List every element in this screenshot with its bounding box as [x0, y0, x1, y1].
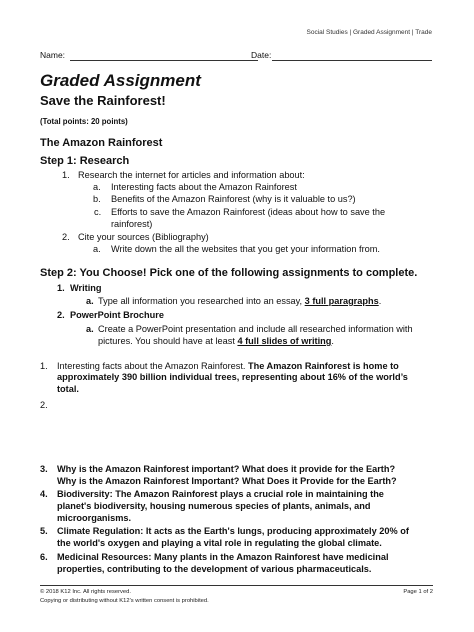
answer6-line2: properties, contributing to the development of various pharmaceuticals. — [57, 564, 372, 574]
option1-a-text: Type all information you researched into an essay, — [98, 296, 305, 306]
option1-a — [98, 296, 381, 308]
date-field-line[interactable] — [272, 60, 432, 61]
answer4-line3: microorganisms. — [57, 513, 132, 523]
list-letter: a. — [93, 244, 101, 254]
course-header: Social Studies | Graded Assignment | Trade — [306, 29, 432, 36]
list-number: 1. — [57, 283, 65, 293]
option2-a-line1: Create a PowerPoint presentation and include all researched information with — [98, 324, 413, 334]
document-subtitle: Save the Rainforest! — [40, 93, 166, 108]
answer1-bold: The Amazon Rainforest is home to — [248, 361, 399, 371]
list-letter: a. — [86, 296, 94, 306]
page-number: Page 1 of 2 — [403, 589, 433, 595]
option2-a-end: . — [331, 336, 334, 346]
step1-item1-a: Interesting facts about the Amazon Rainforest — [111, 182, 297, 192]
step1-item1: Research the internet for articles and information about: — [78, 170, 305, 180]
option2-a-line2 — [98, 336, 334, 348]
option1-a-end: . — [378, 296, 382, 306]
answer3-line1: Why is the Amazon Rainforest important? What does it provide for the Earth? — [57, 464, 396, 474]
list-letter: c. — [94, 207, 102, 217]
step1-heading: Step 1: Research — [40, 155, 130, 167]
option1-a-emphasis: 3 full paragraphs — [304, 296, 379, 306]
list-number: 2. — [40, 400, 48, 410]
answer5-line2: the world's oxygen and playing a vital role in regulating the global climate. — [57, 538, 382, 548]
footer-divider — [40, 585, 433, 586]
list-number: 4. — [40, 489, 48, 499]
step2-heading: Step 2: You Choose! Pick one of the following assignments to complete. — [40, 267, 418, 279]
list-letter: b. — [93, 194, 101, 204]
list-number: 5. — [40, 526, 48, 536]
answer6-line1: Medicinal Resources: Many plants in the Amazon Rainforest have medicinal — [57, 552, 389, 562]
step1-item1-b: Benefits of the Amazon Rainforest (why is it valuable to us?) — [111, 194, 356, 204]
list-number: 3. — [40, 464, 48, 474]
name-label: Name: — [40, 50, 66, 60]
total-points: (Total points: 20 points) — [40, 117, 128, 126]
step1-item2-a: Write down the all the websites that you get your information from. — [111, 244, 380, 254]
list-number: 2. — [57, 310, 65, 320]
answer3-line2: Why is the Amazon Rainforest Important? What Does it Provide for the Earth? — [57, 476, 397, 486]
step1-item1-c-line2: rainforest) — [111, 219, 153, 229]
step1-item2: Cite your sources (Bibliography) — [78, 232, 209, 242]
step1-item1-c-line1: Efforts to save the Amazon Rainforest (ideas about how to save the — [111, 207, 386, 217]
section-title: The Amazon Rainforest — [40, 137, 163, 149]
option2-a-emphasis: 4 full slides of writing — [237, 336, 332, 346]
answer4-line2: planet's biodiversity, housing numerous species of plants, animals, and — [57, 501, 371, 511]
list-number: 2. — [62, 232, 70, 242]
document-title: Graded Assignment — [40, 71, 201, 90]
answer4-line1: Biodiversity: The Amazon Rainforest plays a crucial role in maintaining the — [57, 489, 384, 499]
option2-a-text: pictures. You should have at least — [98, 336, 238, 346]
answer1-plain: Interesting facts about the Amazon Rainforest. — [57, 361, 249, 371]
list-number: 1. — [62, 170, 70, 180]
answer1-line2: approximately 390 billion individual trees, representing about 16% of the world’s — [57, 372, 408, 382]
name-field-line[interactable] — [70, 60, 258, 61]
list-number: 6. — [40, 552, 48, 562]
answer1-line3: total. — [57, 384, 79, 394]
list-number: 1. — [40, 361, 48, 371]
footer-copyright: © 2018 K12 Inc. All rights reserved. — [40, 589, 131, 595]
answer5-line1: Climate Regulation: It acts as the Earth's lungs, producing approximately 20% of — [57, 526, 409, 536]
footer-notice: Copying or distributing without K12’s written consent is prohibited. — [40, 598, 209, 604]
option1-label: Writing — [70, 283, 102, 293]
answer1-line1 — [57, 361, 399, 373]
list-letter: a. — [86, 324, 94, 334]
name-date-row — [40, 50, 432, 64]
list-letter: a. — [93, 182, 101, 192]
option2-label: PowerPoint Brochure — [70, 310, 164, 320]
date-label: Date: — [251, 50, 272, 60]
